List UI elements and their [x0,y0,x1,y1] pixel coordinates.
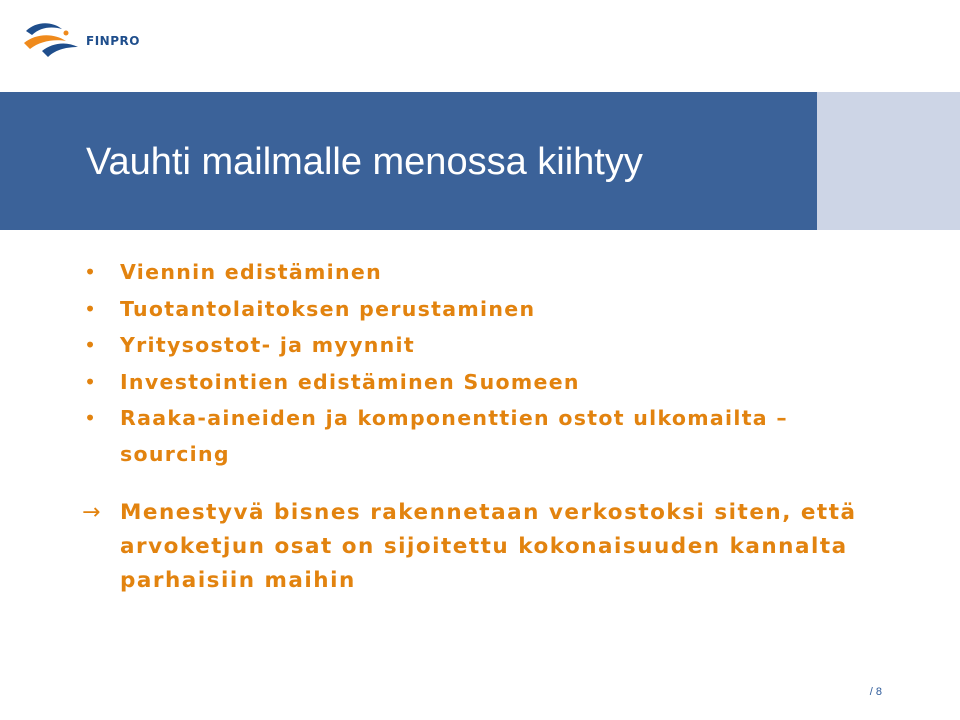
bullet-text: Raaka-aineiden ja komponenttien ostot ulkomailta – sourcing [120,406,788,466]
bullet-item [84,327,874,364]
bullet-text: Viennin edistäminen [120,260,383,284]
slide-content [84,254,874,620]
finpro-logo [22,14,140,64]
bullet-dot-icon: • [84,406,98,430]
bullet-text: Yritysostot- ja myynnit [120,333,415,357]
arrow-right-icon: → [82,500,102,525]
conclusion-text: Menestyvä bisnes rakennetaan verkostoksi siten, että arvoketjun osat on sijoitettu kokonaisuuden kannalta parhaisiin maihin [120,500,857,593]
bullet-item [84,400,874,472]
bullet-dot-icon: • [84,260,98,284]
slide-title: Vauhti mailmalle menossa kiihtyy [86,141,643,183]
bullet-item [84,364,874,401]
bullet-text: Tuotantolaitoksen perustaminen [120,296,536,321]
finpro-bird-logo-icon [22,19,82,59]
conclusion [84,496,874,598]
title-band-accent [817,92,960,230]
logo-text: FINPRO [86,34,140,48]
bullet-dot-icon: • [84,296,98,321]
bullet-dot-icon: • [84,333,98,357]
page-number: / 8 [869,686,882,698]
bullet-item [84,291,874,328]
bullet-text: Investointien edistäminen Suomeen [120,369,580,394]
bullet-item [84,254,874,291]
bullet-list [84,254,874,472]
bullet-dot-icon: • [84,369,98,394]
